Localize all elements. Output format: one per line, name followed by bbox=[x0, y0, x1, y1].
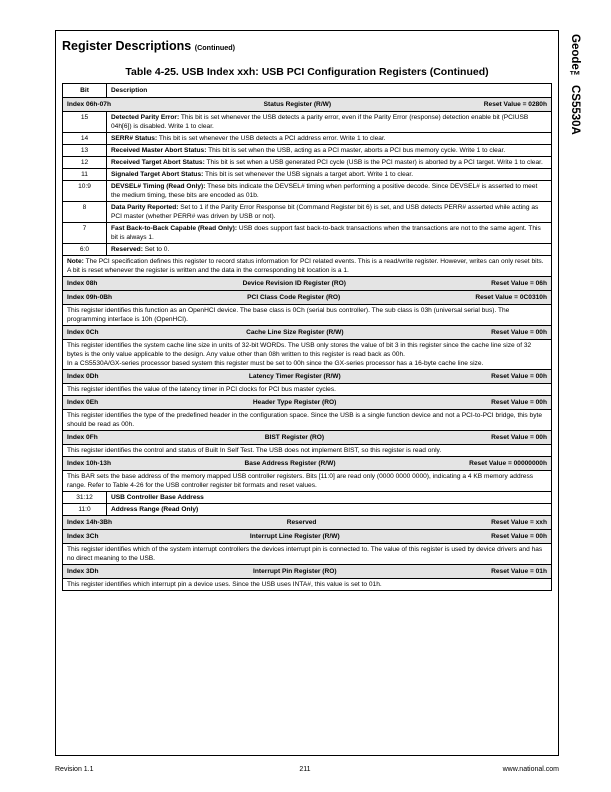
note-label: Note: bbox=[67, 258, 84, 265]
field-text: This bit is set when a USB generated PCI cycle (USB is the PCI master) is aborted by a PCI target. Write 1 to clear. bbox=[204, 159, 543, 166]
description-cell bbox=[107, 181, 552, 202]
description-cell bbox=[107, 112, 552, 133]
register-index: Index 06h-07h bbox=[67, 101, 111, 108]
register-name: Status Register (R/W) bbox=[263, 101, 332, 108]
table-row bbox=[63, 169, 552, 181]
table-title: Table 4-25. USB Index xxh: USB PCI Configuration Registers (Continued) bbox=[125, 66, 489, 78]
register-reset-value: Reset Value = 0280h bbox=[483, 101, 547, 108]
field-text: Set to 0. bbox=[142, 246, 170, 253]
note-row bbox=[63, 256, 552, 277]
register-description: This register identifies this function as an OpenHCI device. The base class is 0Ch (serial bus controller). The sub class is 03h (universal serial bus). The programming interface is 10h (OpenHCI). bbox=[63, 305, 552, 326]
heading-main: Register Descriptions bbox=[62, 39, 192, 53]
register-index: Index 14h-3Bh bbox=[67, 519, 113, 526]
register-header-row bbox=[63, 98, 552, 112]
register-reset-value: Reset Value = 00h bbox=[491, 533, 547, 540]
register-header-row bbox=[63, 277, 552, 291]
footer-revision: Revision 1.1 bbox=[55, 766, 94, 773]
description-cell bbox=[107, 244, 552, 256]
register-header-row bbox=[63, 530, 552, 544]
table-row bbox=[63, 244, 552, 256]
register-description-row bbox=[63, 544, 552, 565]
register-index: Index 09h-0Bh bbox=[67, 294, 113, 301]
register-description bbox=[63, 340, 552, 370]
footer-website: www.national.com bbox=[502, 766, 559, 773]
register-index: Index 0Ch bbox=[67, 329, 99, 336]
field-label: Data Parity Reported: bbox=[111, 204, 179, 211]
register-header-row bbox=[63, 516, 552, 530]
register-reset-value: Reset Value = xxh bbox=[491, 519, 547, 526]
bit-cell: 7 bbox=[63, 223, 107, 244]
bit-cell: 11 bbox=[63, 169, 107, 181]
table-row bbox=[63, 223, 552, 244]
field-text: These bits indicate the DEVSEL# timing when performing a positive decode. Since DEVSEL# is asserted to meet the medium timing, these bits are encoded as 01b. bbox=[111, 183, 538, 199]
register-name: Interrupt Line Register (R/W) bbox=[249, 533, 340, 540]
register-reset-value: Reset Value = 01h bbox=[491, 568, 547, 575]
side-title: Geode™ CS5530A bbox=[569, 34, 581, 135]
register-description: This register identifies the control and status of Built In Self Test. The USB does not implement BIST, so this register is read only. bbox=[63, 445, 552, 457]
description-cell bbox=[107, 145, 552, 157]
field-label: Detected Parity Error: bbox=[111, 114, 180, 121]
register-reset-value: Reset Value = 00h bbox=[491, 329, 547, 336]
field-label: SERR# Status: bbox=[111, 135, 158, 142]
bit-cell: 15 bbox=[63, 112, 107, 133]
bit-cell: 10:9 bbox=[63, 181, 107, 202]
register-index: Index 08h bbox=[67, 280, 98, 287]
section-heading bbox=[62, 39, 235, 53]
description-cell bbox=[107, 492, 552, 504]
register-description-row bbox=[63, 340, 552, 370]
description-cell bbox=[107, 169, 552, 181]
register-name: PCI Class Code Register (RO) bbox=[247, 294, 341, 301]
bit-column-header: Bit bbox=[63, 84, 107, 98]
field-label: Reserved: bbox=[111, 246, 143, 253]
table-row bbox=[63, 181, 552, 202]
register-name: Interrupt Pin Register (RO) bbox=[253, 568, 337, 575]
register-description: This register identifies the value of the latency timer in PCI clocks for PCI bus master cycles. bbox=[63, 384, 552, 396]
register-reset-value: Reset Value = 00000000h bbox=[469, 460, 547, 467]
register-reset-value: Reset Value = 00h bbox=[491, 399, 547, 406]
register-header-row bbox=[63, 370, 552, 384]
register-index: Index 10h-13h bbox=[67, 460, 111, 467]
register-name: Cache Line Size Register (R/W) bbox=[246, 329, 344, 336]
description-cell bbox=[107, 504, 552, 516]
register-description-row bbox=[63, 445, 552, 457]
register-description-row bbox=[63, 579, 552, 591]
field-label: USB Controller Base Address bbox=[111, 494, 204, 501]
description-cell bbox=[107, 223, 552, 244]
field-label: Received Target Abort Status: bbox=[111, 159, 205, 166]
note-text: The PCI specification defines this register to record status information for PCI related events. This is a read/write register. However, writes can only reset bits. A bit is reset whenever the register is written and the data in the corresponding bit location is a 1. bbox=[67, 258, 544, 274]
bit-cell: 6:0 bbox=[63, 244, 107, 256]
register-description-row bbox=[63, 305, 552, 326]
register-description: This register identifies which of the system interrupt controllers the devices interrupt pin is connected to. The value of this register is used by device drivers and has no direct meaning to the USB. bbox=[63, 544, 552, 565]
register-reset-value: Reset Value = 06h bbox=[491, 280, 547, 287]
register-description-row bbox=[63, 471, 552, 492]
field-label: DEVSEL# Timing (Read Only): bbox=[111, 183, 206, 190]
register-header-row bbox=[63, 396, 552, 410]
table-row bbox=[63, 492, 552, 504]
register-description-para: This register identifies the system cache line size in units of 32-bit WORDs. The USB only stores the value of bit 3 in this register since the cache line size of 32 bytes is the only value applicable to the design. Any value other than 08h written to this register is read back as 00h. bbox=[67, 342, 532, 358]
table-header-row bbox=[63, 84, 552, 98]
field-text: This bit is set whenever the USB detects a parity error, even if the Parity Error (response) detection enable bit (PCIUSB 04h[6]) is disabled. Write 1 to clear. bbox=[111, 114, 529, 130]
field-text: USB does support fast back-to-back transactions when the transactions are not to the same agent. This bit is always 1. bbox=[111, 225, 541, 241]
description-cell bbox=[107, 133, 552, 145]
heading-sub: (Continued) bbox=[194, 43, 236, 52]
register-header-row bbox=[63, 565, 552, 579]
table-row bbox=[63, 145, 552, 157]
bit-cell: 12 bbox=[63, 157, 107, 169]
register-name: Latency Timer Register (R/W) bbox=[248, 373, 341, 380]
register-header-row bbox=[63, 326, 552, 340]
bit-cell: 31:12 bbox=[63, 492, 107, 504]
table-row bbox=[63, 112, 552, 133]
field-label: Received Master Abort Status: bbox=[111, 147, 207, 154]
table-row bbox=[63, 202, 552, 223]
note-cell bbox=[63, 256, 552, 277]
register-name: Base Address Register (R/W) bbox=[244, 460, 336, 467]
field-label: Fast Back-to-Back Capable (Read Only): bbox=[111, 225, 238, 232]
register-name: Device Revision ID Register (RO) bbox=[242, 280, 346, 287]
register-description-para: In a CS5530A/GX-series processor based system this register must be set to 00h since the GX-series processor has a 16-byte cache line size. bbox=[67, 360, 484, 367]
field-label: Address Range (Read Only) bbox=[111, 506, 199, 513]
table-row bbox=[63, 504, 552, 516]
register-description: This register identifies the type of the predefined header in the configuration space. Since the USB is a single function device and not a PCI-to-PCI bridge, this byte should be read as 00h. bbox=[63, 410, 552, 431]
register-name: BIST Register (RO) bbox=[264, 434, 325, 441]
bit-cell: 11:0 bbox=[63, 504, 107, 516]
table-row bbox=[63, 133, 552, 145]
description-column-header: Description bbox=[107, 84, 552, 98]
register-header-row bbox=[63, 291, 552, 305]
description-cell bbox=[107, 202, 552, 223]
register-reset-value: Reset Value = 00h bbox=[491, 434, 547, 441]
field-text: Set to 1 if the Parity Error Response bit (Command Register bit 6) is set, and USB detects PERR# asserted while acting as PCI master (whether PERR# was driven by USB or not). bbox=[111, 204, 539, 220]
field-text: This bit is set whenever the USB detects a PCI address error. Write 1 to clear. bbox=[157, 135, 386, 142]
register-table bbox=[62, 83, 552, 591]
register-header-row bbox=[63, 457, 552, 471]
bit-cell: 13 bbox=[63, 145, 107, 157]
field-text: This bit is set whenever the USB signals a target abort. Write 1 to clear. bbox=[203, 171, 414, 178]
register-index: Index 0Fh bbox=[67, 434, 98, 441]
register-header-row bbox=[63, 431, 552, 445]
footer-page-number: 211 bbox=[299, 766, 311, 773]
register-reset-value: Reset Value = 00h bbox=[491, 373, 547, 380]
register-name: Reserved bbox=[286, 519, 317, 526]
register-description: This register identifies which interrupt pin a device uses. Since the USB uses INTA#, this value is set to 01h. bbox=[63, 579, 552, 591]
register-description-row bbox=[63, 384, 552, 396]
register-name: Header Type Register (RO) bbox=[252, 399, 337, 406]
register-reset-value: Reset Value = 0C0310h bbox=[475, 294, 547, 301]
register-index: Index 0Eh bbox=[67, 399, 99, 406]
register-index: Index 3Dh bbox=[67, 568, 99, 575]
bit-cell: 8 bbox=[63, 202, 107, 223]
table-row bbox=[63, 157, 552, 169]
register-index: Index 0Dh bbox=[67, 373, 99, 380]
register-index: Index 3Ch bbox=[67, 533, 99, 540]
register-description-row bbox=[63, 410, 552, 431]
field-text: This bit is set when the USB, acting as a PCI master, aborts a PCI bus memory cycle. Write 1 to clear. bbox=[206, 147, 506, 154]
register-description: This BAR sets the base address of the memory mapped USB controller registers. Bits [11:0] are read only (0000 0000 0000), indicating a 4 KB memory address range. Refer to Table 4-26 for the USB controller register bit formats and reset values. bbox=[63, 471, 552, 492]
description-cell bbox=[107, 157, 552, 169]
field-label: Signaled Target Abort Status: bbox=[111, 171, 204, 178]
bit-cell: 14 bbox=[63, 133, 107, 145]
